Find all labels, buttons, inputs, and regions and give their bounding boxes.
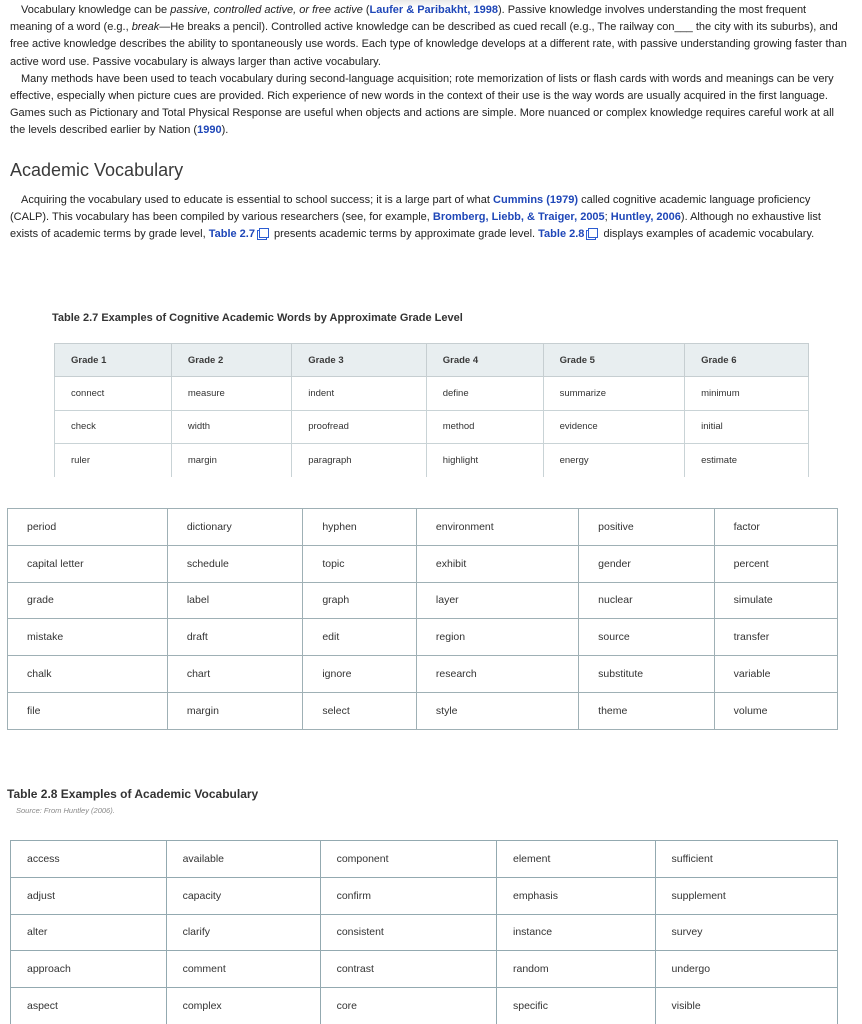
table-cell: connect [55,377,172,411]
table-cell: exhibit [416,545,578,582]
table-cell: sufficient [655,841,837,878]
table-cell: capacity [166,877,320,914]
table-2-7-link[interactable]: Table 2.7 [208,228,255,241]
table-cell: draft [167,619,302,656]
table-cell: margin [171,444,291,478]
intro-text: Many methods have been used to teach vocabulary during second-language acquisition; rote memorization of lists or flash cards with words and meanings can be very effective, especially when picture cues are provided. Rich experience of new words in the context of their use is the way words are usually acquired in the first language. Games such as Pictionary and Total Physical Response are useful when objects and actions are simple. More nuanced or complex knowledge requires careful work at all the levels described earlier by Nation ( [10,72,835,137]
table-cell: aspect [11,988,167,1024]
table-row [55,444,809,478]
table-cell: contrast [320,951,496,988]
table-cell: schedule [167,545,302,582]
paragraph-text: ; [604,211,611,224]
table-row [55,410,809,444]
intro-text: ). [221,124,229,137]
table-cell: proofread [292,410,427,444]
table-cell: chalk [8,656,168,693]
table-cell: grade [8,582,168,619]
table-cell: clarify [166,914,320,951]
table-cell: initial [685,410,809,444]
grade-header: Grade 3 [292,344,427,377]
table-cell: theme [579,692,714,729]
table-cell: label [167,582,302,619]
table-cell: select [303,692,417,729]
table-cell: substitute [579,656,714,693]
table-cell: file [8,692,168,729]
table-cell: survey [655,914,837,951]
table-cell: adjust [11,877,167,914]
table-header-row [55,344,809,377]
table-row [11,914,838,951]
intro-emphasis: passive, controlled active, or free active [170,4,363,16]
table-cell: method [426,410,543,444]
table-cell: consistent [320,914,496,951]
table-cell: core [320,988,496,1024]
table-cell: comment [166,951,320,988]
table-cell: transfer [714,619,837,656]
table-row [8,545,838,582]
table-row [8,619,838,656]
table-cell: minimum [685,377,809,411]
academic-vocabulary-table [10,840,838,1024]
table-cell: variable [714,656,837,693]
paragraph-text: called cognitive academic language proficiency (CALP). This vocabulary has been compiled by various researchers (see, for example, [10,194,811,224]
grade-level-table-continued [7,508,838,730]
academic-vocabulary-paragraph [10,192,848,244]
table-row [11,988,838,1024]
table-cell: highlight [426,444,543,478]
table-cell: element [497,841,656,878]
table-cell: gender [579,545,714,582]
table-cell: capital letter [8,545,168,582]
table-cell: specific [497,988,656,1024]
table-cell: ruler [55,444,172,478]
citation-link-bromberg[interactable]: Bromberg, Liebb, & Traiger, 2005 [432,211,605,224]
table-cell: factor [714,509,837,546]
table-cell: access [11,841,167,878]
table-row [8,509,838,546]
table-cell: measure [171,377,291,411]
table-cell: approach [11,951,167,988]
table-ref-icon[interactable] [257,228,268,238]
table-cell: ignore [303,656,417,693]
table-row [8,656,838,693]
table-cell: style [416,692,578,729]
table-cell: width [171,410,291,444]
table-cell: graph [303,582,417,619]
table-source-note: Source: From Huntley (2006). [16,806,115,815]
table-cell: complex [166,988,320,1024]
table-cell: margin [167,692,302,729]
intro-text: Vocabulary knowledge can be [21,4,171,16]
table-cell: simulate [714,582,837,619]
table-cell: instance [497,914,656,951]
table-row [11,841,838,878]
table-cell: supplement [655,877,837,914]
grade-header: Grade 5 [543,344,685,377]
table-cell: edit [303,619,417,656]
paragraph-text: displays examples of academic vocabulary. [600,228,815,241]
table-cell: paragraph [292,444,427,478]
table-cell: indent [292,377,427,411]
table-row [8,582,838,619]
table-cell: confirm [320,877,496,914]
intro-text: —He breaks a pencil). Controlled active knowledge can be described as cued recall (e.g., The railway con___ the city with its suburbs), and free active knowledge describes the ability to spontaneously use words. Each type of knowledge develops at a different rate, with passive understanding growing faster than active word use. Passive vocabulary is always larger than active vocabulary. [10,21,847,68]
table-cell: check [55,410,172,444]
citation-link-nation[interactable]: 1990 [197,124,222,137]
table-cell: undergo [655,951,837,988]
table-cell: source [579,619,714,656]
table-cell: research [416,656,578,693]
grade-level-table [54,343,809,477]
table-cell: dictionary [167,509,302,546]
table-cell: define [426,377,543,411]
table-cell: topic [303,545,417,582]
table-cell: mistake [8,619,168,656]
table-cell: random [497,951,656,988]
table-cell: estimate [685,444,809,478]
citation-link-huntley[interactable]: Huntley, 2006 [610,211,681,224]
intro-text: ). Passive knowledge involves understanding the most frequent meaning of a word (e.g., [10,4,807,34]
table-2-7-caption: Table 2.7 Examples of Cognitive Academic Words by Approximate Grade Level [52,312,463,324]
table-cell: available [166,841,320,878]
table-cell: nuclear [579,582,714,619]
table-cell: alter [11,914,167,951]
paragraph-text: ). Although no exhaustive list exists of academic terms by grade level, [10,211,821,241]
paragraph-text: presents academic terms by approximate grade level. [270,228,539,241]
section-heading: Academic Vocabulary [10,160,184,180]
table-cell: positive [579,509,714,546]
table-2-8-caption: Table 2.8 Examples of Academic Vocabulary [7,787,259,801]
table-cell: emphasis [497,877,656,914]
table-cell: evidence [543,410,685,444]
table-2-8-link[interactable]: Table 2.8 [538,228,585,241]
intro-paragraphs [10,2,848,140]
grade-header: Grade 6 [685,344,809,377]
table-cell: percent [714,545,837,582]
table-row [11,951,838,988]
intro-text: ( [362,4,370,16]
grade-header: Grade 2 [171,344,291,377]
citation-link-laufer[interactable]: Laufer & Paribakht, 1998 [369,4,498,16]
grade-header: Grade 4 [426,344,543,377]
citation-link-cummins[interactable]: Cummins (1979) [493,194,579,206]
table-cell: volume [714,692,837,729]
paragraph-text: Acquiring the vocabulary used to educate is essential to school success; it is a large part of what [21,194,494,206]
table-row [11,877,838,914]
intro-emphasis: break [131,21,160,34]
table-row [8,692,838,729]
table-ref-icon[interactable] [586,228,597,238]
table-cell: layer [416,582,578,619]
table-cell: region [416,619,578,656]
table-cell: period [8,509,168,546]
table-cell: visible [655,988,837,1024]
grade-header: Grade 1 [55,344,172,377]
table-cell: environment [416,509,578,546]
table-cell: component [320,841,496,878]
table-cell: energy [543,444,685,478]
table-cell: chart [167,656,302,693]
table-cell: summarize [543,377,685,411]
table-cell: hyphen [303,509,417,546]
table-row [55,377,809,411]
